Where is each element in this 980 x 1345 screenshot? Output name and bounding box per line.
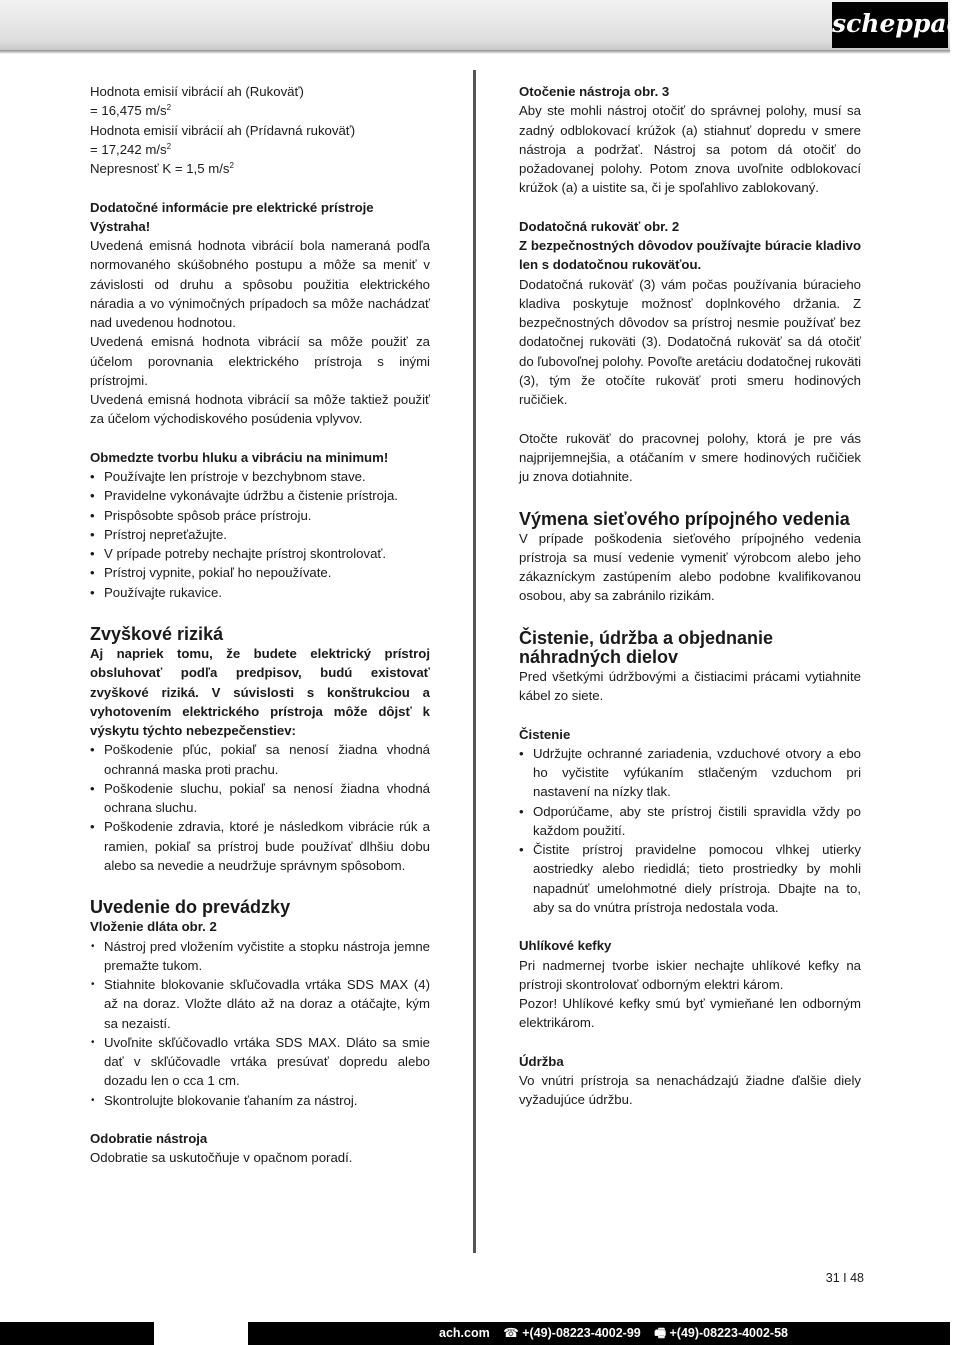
bold-paragraph: Z bezpečnostných dôvodov používajte búracie kladivo len s dodatočnou rukoväťou. [519, 238, 861, 273]
list-item: • Stiahnite blokovanie skľučovadla vrtáka SDS MAX (4) až na doraz. Vložte dláto až na doraz a otáčajte, kým sa nezaistí. [90, 975, 430, 1033]
paragraph: Otočte rukoväť do pracovnej polohy, ktorá je pre vás najprijemnejšia, a otáčaním v smere hodinových ručičiek ju znova dotiahnite. [519, 430, 861, 484]
brand-logo: scheppach [832, 2, 948, 48]
paragraph: Dodatočná rukoväť (3) vám počas používania búracieho kladiva poskytuje možnosť doplnkového držania. Z bezpečnostných dôvodov sa prístroj nesmie používať bez dodatočnej rukoväti (3). Dodatočná rukoväť sa dá otočiť do ľubovoľnej polohy. Povoľte aretáciu dodatočnej rukoväti (3), tým že otočíte rukoväť proti smeru hodinových ručičiek. [519, 276, 861, 407]
list-item: • Nástroj pred vložením vyčistite a stopku nástroja jemne premažte tukom. [90, 937, 430, 976]
paragraph: Uvedená emisná hodnota vibrácií sa môže taktiež použiť za účelom východiskového posúdenia vplyvov. [90, 392, 430, 427]
section-title: Výmena sieťového prípojného vedenia [519, 508, 850, 529]
bullet-list [90, 937, 430, 1110]
list-item: • Udržujte ochranné zariadenia, vzduchové otvory a ebo ho vyčistite vyfúkaním stlačeným vzduchom pri nastavení na nízky tlak. [519, 744, 861, 802]
paragraph: Pred všetkými údržbovými a čistiacimi prácami vytiahnite kábel zo siete. [519, 668, 861, 703]
subsection-heading: Uhlíkové kefky [519, 938, 612, 954]
list-item: • Poškodenie sluchu, pokiaľ sa nenosí žiadna vhodná ochrana sluchu. [90, 779, 430, 818]
section-heading: Obmedzte tvorbu hluku a vibráciu na minimum! [90, 449, 389, 465]
footer-contact [439, 1324, 798, 1342]
list-item: • Skontrolujte blokovanie ťahaním za nástroj. [90, 1091, 430, 1110]
paragraph: Vo vnútri prístroja sa nenachádzajú žiadne ďalšie diely vyžadujúce údržbu. [519, 1073, 861, 1108]
subsection-heading: Dodatočná rukoväť obr. 2 [519, 218, 680, 234]
header-shadow [0, 50, 950, 54]
paragraph: Uvedená emisná hodnota vibrácií bola nameraná podľa normovaného skúšobného postupu a môže sa meniť v závislosti od druhu a spôsobu použitia elektrického náradia a vo výnimočných prípadoch sa môže nachádzať nad uvedenou hodnotou. [90, 238, 430, 330]
section-title: Zvyškové riziká [90, 624, 224, 644]
list-item: • Používajte len prístroje v bezchybnom stave. [90, 467, 430, 486]
section-heading: Dodatočné informácie pre elektrické prístroje [90, 199, 374, 215]
list-item: • Používajte rukavice. [90, 583, 430, 602]
bullet-list [90, 740, 430, 875]
paragraph: Uvedená emisná hodnota vibrácií sa môže použiť za účelom porovnania elektrického prístroja s inými prístrojmi. [90, 334, 430, 388]
section-title: Uvedenie do prevádzky [90, 897, 291, 918]
list-item: • Uvoľnite skľúčovadlo vrtáka SDS MAX. Dláto sa smie dať v skľúčovadle vrtáka presúvať dopredu alebo dozadu len o cca 1 cm. [90, 1033, 430, 1091]
subsection-heading: Odobratie nástroja [90, 1131, 208, 1146]
list-item: • Odporúčame, aby ste prístroj čistili spravidla vždy po každom použití. [519, 802, 861, 841]
right-column [519, 82, 861, 1110]
footer-gap [154, 1322, 248, 1345]
warning-label: Výstraha! [90, 218, 151, 234]
header-bar [0, 0, 950, 50]
subsection-heading: Vloženie dláta obr. 2 [90, 919, 217, 935]
list-item: • Prístroj nepreťažujte. [90, 525, 430, 544]
emission-line: Hodnota emisií vibrácií ah (Prídavná rukoväť) [90, 122, 356, 138]
paragraph: V prípade poškodenia sieťového prípojného vedenia prístroja sa musí vedenie vymeniť výrobcom alebo jeho zákazníckym zastúpením alebo podobne kvalifikovanou osobou, aby sa zabránilo rizikám. [519, 530, 861, 604]
left-column [90, 82, 430, 1168]
list-item: • Poškodenie zdravia, ktoré je následkom vibrácie rúk a ramien, pokiaľ sa prístroj bude používať dlhšiu dobu alebo sa nevedie a neudržuje správnym spôsobom. [90, 817, 430, 875]
list-item: • Čistite prístroj pravidelne pomocou vlhkej utierky aostriedky alebo riedidlá; tieto prostriedky by mohli napadnúť umelohmotné diely prístroja. Dbajte na to, aby sa do vnútra prístroja nedostala voda. [519, 840, 861, 917]
emission-value: = 16,475 $m/s^2$ [90, 103, 172, 119]
fax-number: 🖷 +(49)-08223-4002-58 [654, 1326, 788, 1340]
list-item: • Prístroj vypnite, pokiaľ ho nepoužívate. [90, 563, 430, 582]
emission-line: Hodnota emisií vibrácií ah (Rukoväť) [90, 84, 304, 99]
emission-value: = 17,242 $m/s^2$ [90, 141, 172, 157]
paragraph: Pri nadmernej tvorbe iskier nechajte uhlíkové kefky na prístroji skontrolovať odborným elektri károm. [519, 957, 861, 992]
page-number: 31 I 48 [825, 1271, 864, 1285]
column-divider [473, 70, 476, 1253]
bullet-list [519, 744, 861, 917]
list-item: • Prispôsobte spôsob práce prístroju. [90, 506, 430, 525]
bold-paragraph: Aj napriek tomu, že budete elektrický prístroj obsluhovať podľa predpisov, budú existovať zvyškové riziká. V súvislosti s konštrukciou a vyhotovením elektrického prístroja môže dôjsť k výskytu týchto nebezpečenstiev: [90, 646, 430, 738]
subsection-heading: Čistenie [519, 726, 571, 742]
subsection-heading: Údržba [519, 1053, 564, 1069]
list-item: • V prípade potreby nechajte prístroj skontrolovať. [90, 544, 430, 563]
bullet-list [90, 467, 430, 602]
section-title: Čistenie, údržba a objednanie náhradných dielov [519, 627, 774, 667]
subsection-heading: Otočenie nástroja obr. 3 [519, 84, 670, 99]
phone-number: ☎ +(49)-08223-4002-99 [503, 1326, 641, 1340]
paragraph: Pozor! Uhlíkové kefky smú byť vymieňané len odborným elektrikárom. [519, 996, 861, 1031]
paragraph: Aby ste mohli nástroj otočiť do správnej polohy, musí sa zadný odblokovací krúžok (a) stiahnuť dopredu v smere nástroja a podržať. Nástroj sa potom dá otočiť do požadovanej polohy. Potom znova uvoľnite odblokovací krúžok (a) a uistite sa, či je spoľahlivo zablokovaný. [519, 103, 861, 196]
website-link[interactable]: ach.com [439, 1326, 490, 1340]
paragraph: Odobratie sa uskutočňuje v opačnom poradí. [90, 1150, 353, 1166]
list-item: • Poškodenie pľúc, pokiaľ sa nenosí žiadna vhodná ochranná maska proti prachu. [90, 740, 430, 779]
uncertainty-line: Nepresnosť K = 1,5 $m/s^2$ [90, 161, 234, 176]
list-item: • Pravidelne vykonávajte údržbu a čistenie prístroja. [90, 486, 430, 505]
